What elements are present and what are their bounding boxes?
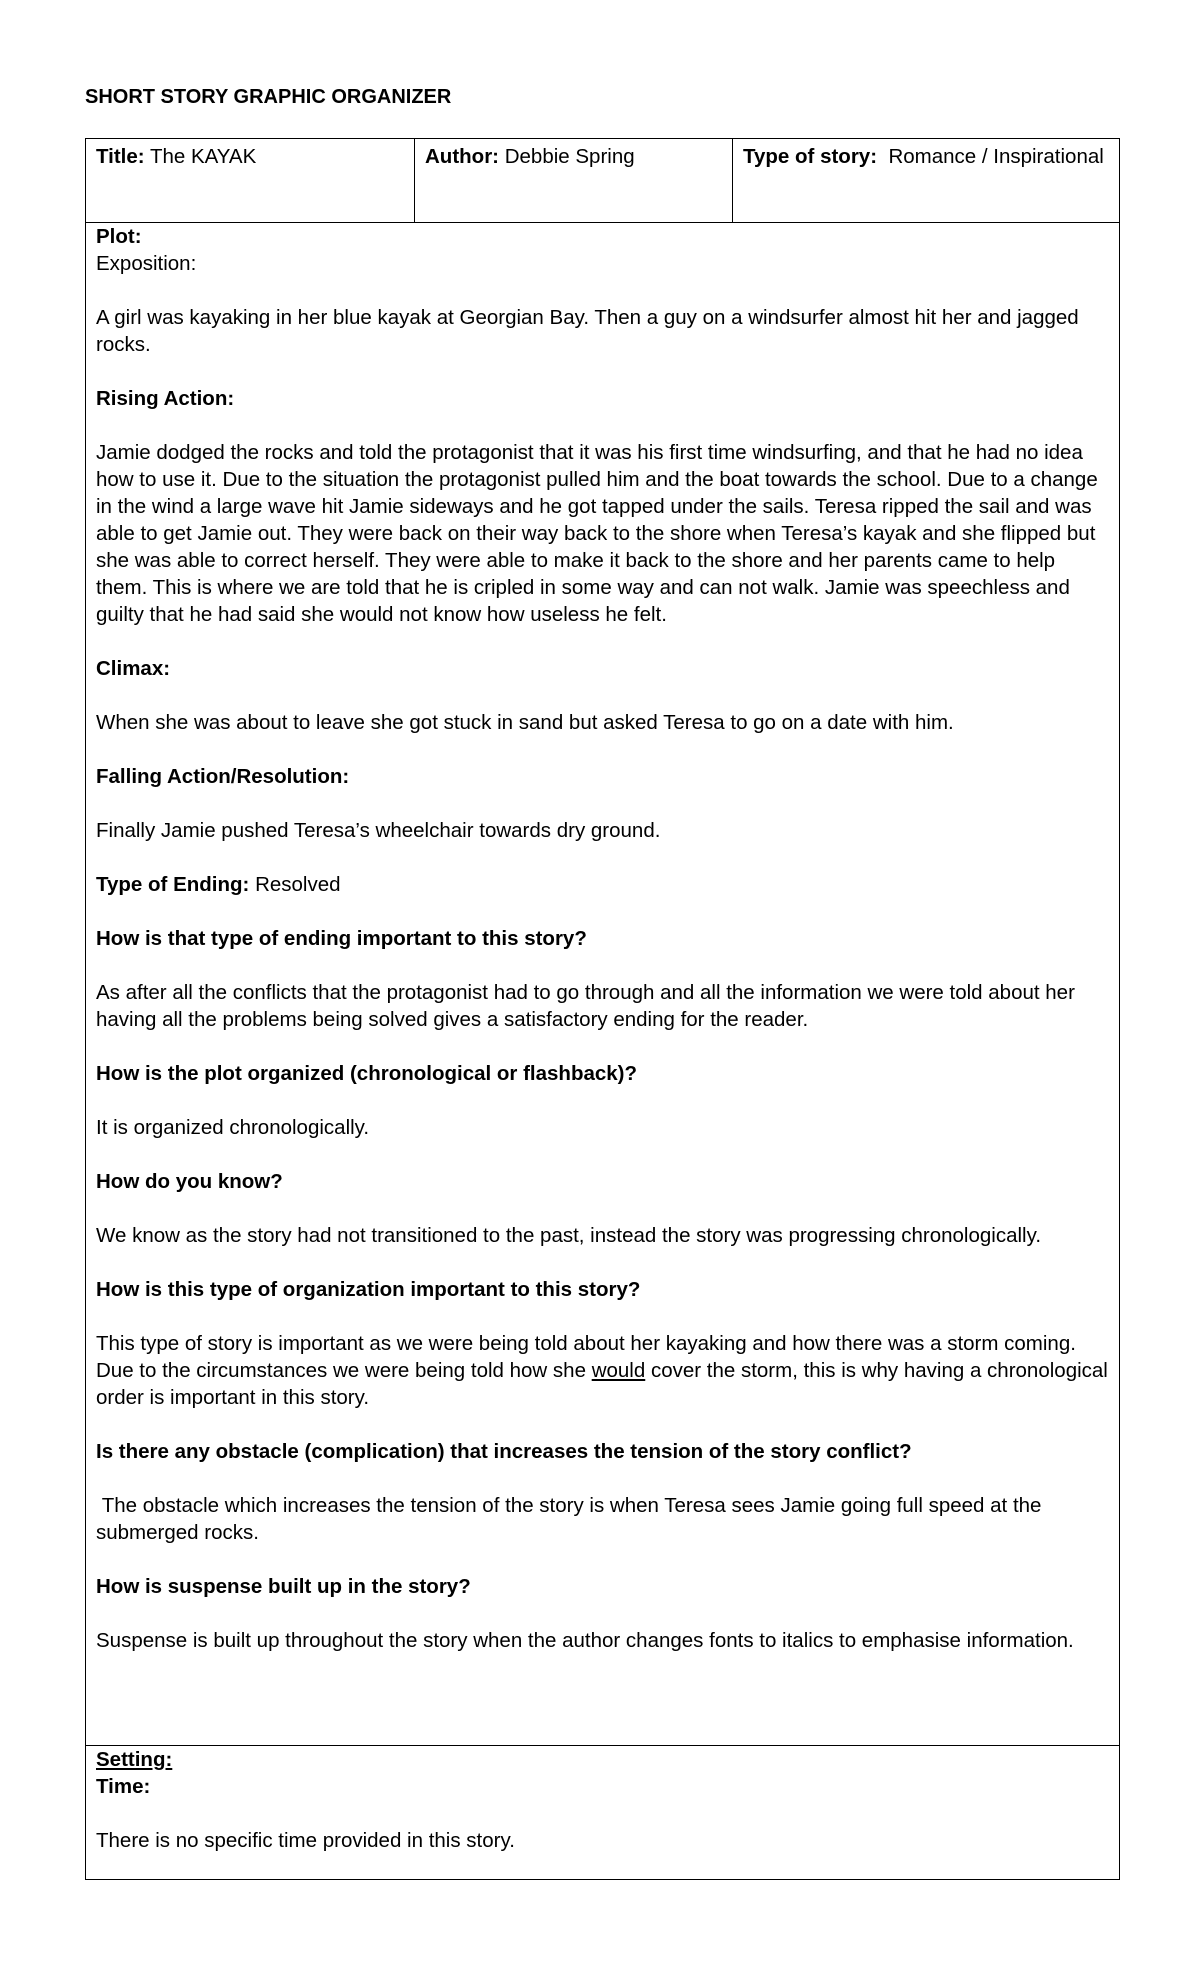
- answer-how-know: We know as the story had not transitioned to the past, instead the story was progressing chronologically.: [96, 1224, 1042, 1247]
- answer-plot-organization: It is organized chronologically.: [96, 1116, 370, 1139]
- header-row: [86, 139, 1119, 223]
- answer-organization-importance-part-2: cover the storm, this is why having a chronological order is important in this story.: [96, 1359, 1108, 1409]
- question-how-know: How do you know?: [96, 1170, 283, 1193]
- answer-obstacle: The obstacle which increases the tension of the story is when Teresa sees Jamie going full speed at the submerged rocks.: [96, 1494, 1048, 1544]
- author-label: Author:: [425, 145, 500, 168]
- rising-action-label: Rising Action:: [96, 387, 235, 410]
- exposition-text: A girl was kayaking in her blue kayak at Georgian Bay. Then a guy on a windsurfer almost hit her and jagged rocks.: [96, 306, 1079, 356]
- author-cell: [414, 139, 732, 222]
- document-title: SHORT STORY GRAPHIC ORGANIZER: [85, 86, 452, 108]
- plot-label: Plot:: [96, 225, 142, 248]
- ending-type-value: Resolved: [255, 873, 341, 896]
- setting-label: Setting:: [96, 1748, 173, 1771]
- ending-type-label: Type of Ending:: [96, 873, 250, 896]
- ending-type: [96, 871, 1109, 898]
- title-value: The KAYAK: [149, 145, 257, 168]
- climax-text: When she was about to leave she got stuck in sand but asked Teresa to go on a date with him.: [96, 711, 954, 734]
- question-ending-importance: How is that type of ending important to this story?: [96, 927, 587, 950]
- story-type-cell: [732, 139, 1119, 222]
- time-text: There is no specific time provided in this story.: [96, 1829, 515, 1852]
- organizer-table: [85, 138, 1120, 1880]
- question-suspense: How is suspense built up in the story?: [96, 1575, 471, 1598]
- falling-action-label: Falling Action/Resolution:: [96, 765, 350, 788]
- title-label: Title:: [96, 145, 145, 168]
- author-value: Debbie Spring: [504, 145, 635, 168]
- answer-organization-importance: [96, 1330, 1109, 1411]
- answer-ending-importance: As after all the conflicts that the protagonist had to go through and all the information we were told about her having all the problems being solved gives a satisfactory ending for the reader.: [96, 981, 1075, 1031]
- climax-label: Climax:: [96, 657, 171, 680]
- rising-action-text: Jamie dodged the rocks and told the protagonist that it was his first time windsurfing, and that he had no idea how to use it. Due to the situation the protagonist pulled him and the boat towards the school. Due to a change in the wind a large wave hit Jamie sideways and he got tapped under the sails. Teresa ripped the sail and was able to get Jamie out. They were back on their way back to the shore when Teresa’s kayak and she flipped but she was able to correct herself. They were able to make it back to the shore and her parents came to help them. This is where we are told that he is cripled in some way and can not walk. Jamie was speechless and guilty that he had said she would not know how useless he felt.: [96, 441, 1098, 626]
- answer-suspense: Suspense is built up throughout the story when the author changes fonts to italics to emphasise information.: [96, 1629, 1074, 1652]
- exposition-label: Exposition:: [96, 252, 197, 275]
- time-label: Time:: [96, 1775, 151, 1798]
- falling-action-text: Finally Jamie pushed Teresa’s wheelchair towards dry ground.: [96, 819, 661, 842]
- story-type-label: Type of story:: [743, 145, 878, 168]
- question-obstacle: Is there any obstacle (complication) that increases the tension of the story conflict?: [96, 1440, 912, 1463]
- question-plot-organization: How is the plot organized (chronological or flashback)?: [96, 1062, 638, 1085]
- title-cell: [86, 139, 414, 222]
- answer-organization-importance-part-1: This type of story is important as we were being told about her kayaking and how there was a storm coming. Due to the circumstances we were being told how she: [96, 1332, 1076, 1382]
- setting-section: [86, 1746, 1119, 1879]
- story-type-value: Romance / Inspirational: [888, 145, 1104, 168]
- plot-section: [86, 223, 1119, 1746]
- question-organization-importance: How is this type of organization important to this story?: [96, 1278, 641, 1301]
- answer-organization-importance-underlined: would: [591, 1359, 646, 1382]
